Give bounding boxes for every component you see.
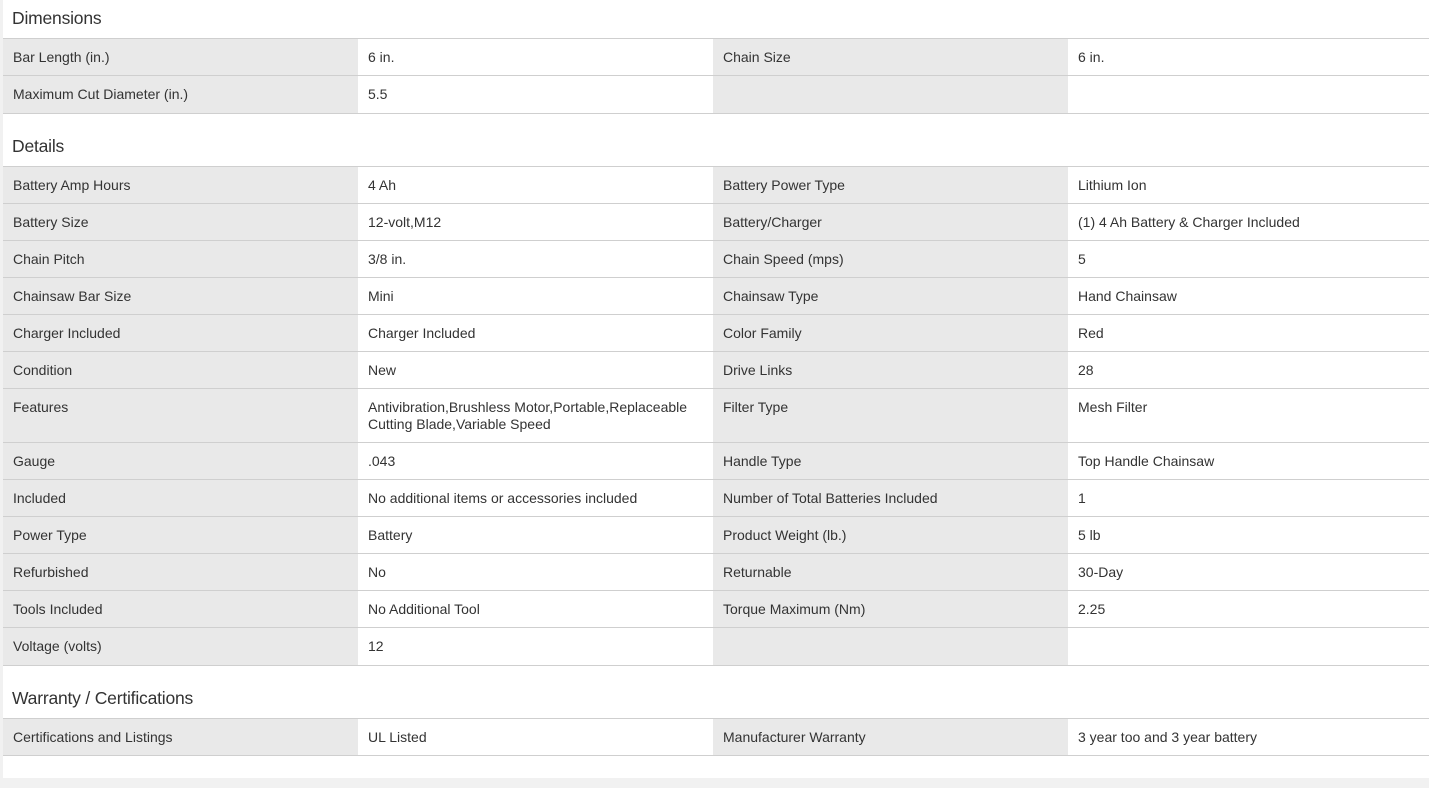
spec-value: Charger Included xyxy=(358,315,713,352)
spec-label: Chain Size xyxy=(713,39,1068,76)
table-row xyxy=(3,443,1429,480)
table-row xyxy=(3,554,1429,591)
spec-label: Product Weight (lb.) xyxy=(713,517,1068,554)
spec-value: Red xyxy=(1068,315,1429,352)
spec-label: Battery Amp Hours xyxy=(3,167,358,204)
spec-value: Battery xyxy=(358,517,713,554)
spec-label: Battery Power Type xyxy=(713,167,1068,204)
spec-label: Included xyxy=(3,480,358,517)
section-title-warranty-certifications: Warranty / Certifications xyxy=(12,688,194,708)
spec-value: New xyxy=(358,352,713,389)
spec-value-empty xyxy=(1068,628,1429,666)
spec-value: 3 year too and 3 year battery xyxy=(1068,719,1429,756)
spec-label: Filter Type xyxy=(713,389,1068,443)
table-row xyxy=(3,480,1429,517)
spec-label: Features xyxy=(3,389,358,443)
spec-value: 1 xyxy=(1068,480,1429,517)
spec-value: (1) 4 Ah Battery & Charger Included xyxy=(1068,204,1429,241)
spec-label: Chain Pitch xyxy=(3,241,358,278)
spec-value: 12-volt,M12 xyxy=(358,204,713,241)
spec-label: Number of Total Batteries Included xyxy=(713,480,1068,517)
spec-table-dimensions xyxy=(3,38,1429,114)
spec-label: Bar Length (in.) xyxy=(3,39,358,76)
spec-value: 30-Day xyxy=(1068,554,1429,591)
spec-label: Torque Maximum (Nm) xyxy=(713,591,1068,628)
table-row xyxy=(3,628,1429,666)
table-row xyxy=(3,352,1429,389)
spec-value: No Additional Tool xyxy=(358,591,713,628)
spec-label: Gauge xyxy=(3,443,358,480)
spec-value: Mesh Filter xyxy=(1068,389,1429,443)
table-row xyxy=(3,39,1429,76)
table-row xyxy=(3,278,1429,315)
table-row xyxy=(3,719,1429,756)
spec-label: Certifications and Listings xyxy=(3,719,358,756)
spec-label: Handle Type xyxy=(713,443,1068,480)
table-row xyxy=(3,167,1429,204)
spec-value: 4 Ah xyxy=(358,167,713,204)
spec-label: Manufacturer Warranty xyxy=(713,719,1068,756)
spec-label: Maximum Cut Diameter (in.) xyxy=(3,76,358,114)
table-row xyxy=(3,389,1429,443)
spec-value: No additional items or accessories included xyxy=(358,480,713,517)
spec-value: 6 in. xyxy=(358,39,713,76)
spec-value: 12 xyxy=(358,628,713,666)
spec-value: .043 xyxy=(358,443,713,480)
table-row xyxy=(3,517,1429,554)
table-row xyxy=(3,591,1429,628)
spec-label: Battery/Charger xyxy=(713,204,1068,241)
spec-value: 5 xyxy=(1068,241,1429,278)
spec-label: Battery Size xyxy=(3,204,358,241)
table-row xyxy=(3,241,1429,278)
spec-value: 5 lb xyxy=(1068,517,1429,554)
spec-value: 28 xyxy=(1068,352,1429,389)
spec-value: UL Listed xyxy=(358,719,713,756)
spec-value-empty xyxy=(1068,76,1429,114)
spec-label: Color Family xyxy=(713,315,1068,352)
spec-label: Chain Speed (mps) xyxy=(713,241,1068,278)
spec-label: Chainsaw Type xyxy=(713,278,1068,315)
table-row xyxy=(3,76,1429,114)
spec-label: Voltage (volts) xyxy=(3,628,358,666)
spec-label-empty xyxy=(713,76,1068,114)
spec-value: Antivibration,Brushless Motor,Portable,Replaceable Cutting Blade,Variable Speed xyxy=(358,389,713,443)
spec-table-details xyxy=(3,166,1429,666)
spec-value: Hand Chainsaw xyxy=(1068,278,1429,315)
spec-value: 2.25 xyxy=(1068,591,1429,628)
spec-value: 6 in. xyxy=(1068,39,1429,76)
spec-label: Drive Links xyxy=(713,352,1068,389)
spec-value: Top Handle Chainsaw xyxy=(1068,443,1429,480)
spec-value: 5.5 xyxy=(358,76,713,114)
spec-label: Charger Included xyxy=(3,315,358,352)
spec-label-empty xyxy=(713,628,1068,666)
spec-label: Condition xyxy=(3,352,358,389)
spec-label: Tools Included xyxy=(3,591,358,628)
table-row xyxy=(3,204,1429,241)
spec-value: Mini xyxy=(358,278,713,315)
table-row xyxy=(3,315,1429,352)
spec-label: Returnable xyxy=(713,554,1068,591)
spec-value: No xyxy=(358,554,713,591)
spec-value: Lithium Ion xyxy=(1068,167,1429,204)
section-title-details: Details xyxy=(12,136,65,156)
spec-label: Chainsaw Bar Size xyxy=(3,278,358,315)
spec-table-warranty xyxy=(3,718,1429,756)
spec-value: 3/8 in. xyxy=(358,241,713,278)
spec-label: Power Type xyxy=(3,517,358,554)
section-title-dimensions: Dimensions xyxy=(12,8,102,28)
spec-label: Refurbished xyxy=(3,554,358,591)
